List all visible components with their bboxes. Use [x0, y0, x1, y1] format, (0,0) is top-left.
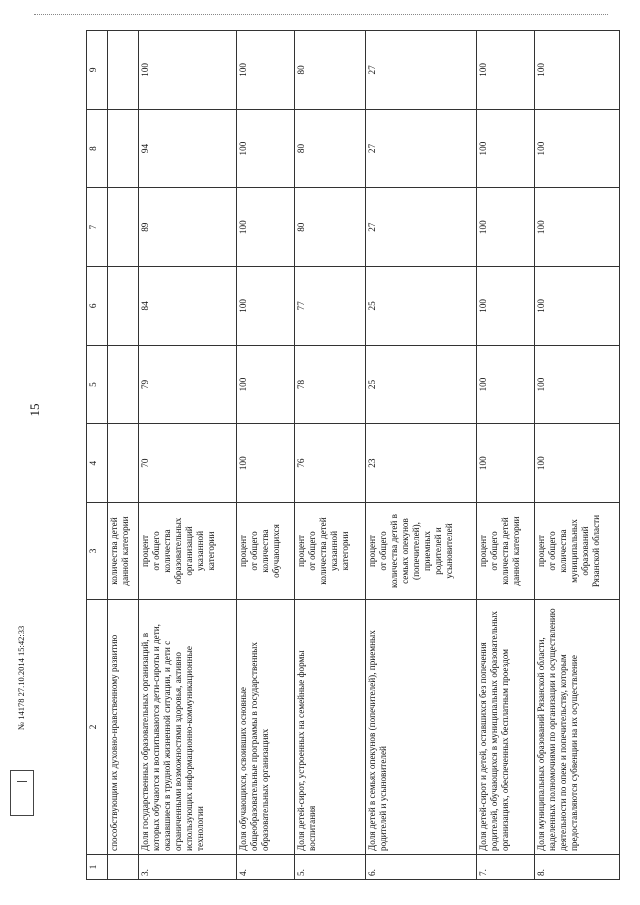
indicator-cell: Доля детей-сирот, устроенных на семейные формы воспитания	[294, 600, 365, 855]
table-header-cell: 3	[87, 503, 108, 600]
value-cell: 100	[236, 267, 294, 346]
unit-line: количества	[161, 529, 172, 573]
value-cell: 100	[236, 424, 294, 503]
row-number-cell: 6.	[365, 855, 477, 880]
value-cell: 100	[535, 31, 620, 110]
unit-line: от общего	[150, 531, 161, 571]
value-cell: 80	[294, 109, 365, 188]
unit-line: образовательных	[172, 517, 183, 585]
unit-line: от общего	[547, 531, 558, 571]
value-cell: 89	[138, 188, 236, 267]
unit-line: от общего	[306, 531, 317, 571]
table-header-row	[87, 31, 108, 880]
value-cell: 100	[535, 345, 620, 424]
unit-cell	[535, 503, 620, 600]
unit-line: Рязанской области	[591, 514, 602, 588]
registration-footer: № 14178 27.10.2014 15:42:33	[16, 625, 26, 730]
value-cell: 84	[138, 267, 236, 346]
value-cell: 70	[138, 424, 236, 503]
value-cell: 27	[365, 31, 477, 110]
row-number-cell: 5.	[294, 855, 365, 880]
unit-line: образований	[580, 526, 591, 576]
value-cell: 78	[294, 345, 365, 424]
stamp-label	[13, 783, 31, 813]
value-cell: 100	[535, 188, 620, 267]
unit-line: обучающихся	[270, 524, 281, 578]
value-cell: 100	[535, 424, 620, 503]
unit-line: процент	[536, 534, 547, 568]
value-cell: 27	[365, 188, 477, 267]
row-number-cell: 8.	[535, 855, 620, 880]
table-body	[107, 31, 619, 880]
unit-line: организаций	[183, 526, 194, 576]
unit-line: от общего	[489, 531, 500, 571]
value-cell: 100	[236, 31, 294, 110]
unit-line: процент	[139, 534, 150, 568]
row-number-cell: 7.	[477, 855, 535, 880]
value-cell	[107, 31, 138, 110]
value-cell: 100	[477, 188, 535, 267]
value-cell: 100	[477, 345, 535, 424]
value-cell: 100	[236, 188, 294, 267]
table-row	[294, 31, 365, 880]
unit-line: категории	[339, 531, 350, 571]
indicator-cell: Доля детей в семьях опекунов (попечителей), приемных родителей и усыновителей	[365, 600, 477, 855]
unit-cell	[365, 503, 477, 600]
table-header-cell: 7	[87, 188, 108, 267]
indicator-cell: Доля детей-сирот и детей, оставшихся без попечения родителей, обучающихся в муниципальных образовательных организациях, обеспеченных бесплатным проездом	[477, 600, 535, 855]
value-cell: 27	[365, 109, 477, 188]
unit-cell	[294, 503, 365, 600]
table-header-cell: 4	[87, 424, 108, 503]
value-cell: 100	[535, 267, 620, 346]
table-header-cell: 5	[87, 345, 108, 424]
row-number-cell: 4.	[236, 855, 294, 880]
unit-line: данной категории	[511, 516, 522, 586]
value-cell: 80	[294, 188, 365, 267]
table-row	[477, 31, 535, 880]
unit-line: процент	[237, 534, 248, 568]
value-cell: 94	[138, 109, 236, 188]
table-row	[138, 31, 236, 880]
registration-stamp	[10, 770, 34, 816]
unit-cell	[477, 503, 535, 600]
value-cell	[107, 424, 138, 503]
value-cell: 79	[138, 345, 236, 424]
value-cell: 25	[365, 345, 477, 424]
unit-line: категории	[205, 531, 216, 571]
table-header-cell: 9	[87, 31, 108, 110]
value-cell: 23	[365, 424, 477, 503]
value-cell: 100	[535, 109, 620, 188]
unit-line: количества детей	[108, 517, 119, 585]
value-cell: 76	[294, 424, 365, 503]
value-cell: 25	[365, 267, 477, 346]
table-row	[535, 31, 620, 880]
row-number-cell	[107, 855, 138, 880]
value-cell	[107, 345, 138, 424]
unit-line: количества детей	[500, 517, 511, 585]
value-cell: 100	[138, 31, 236, 110]
page-number: 15	[27, 403, 42, 417]
indicator-cell: Доля государственных образовательных организаций, в которых обучаются и воспитываются дети-сироты и дети, оказавшиеся в трудной жизненной ситуации, и дети с ограниченными возможностями здоровья, активно использующих информационно-коммуникационные технологии	[138, 600, 236, 855]
value-cell: 77	[294, 267, 365, 346]
unit-line: указанной	[328, 530, 339, 572]
value-cell	[107, 188, 138, 267]
row-number-cell: 3.	[138, 855, 236, 880]
table-row	[365, 31, 477, 880]
value-cell: 100	[477, 31, 535, 110]
value-cell: 100	[236, 109, 294, 188]
unit-line: от общего	[248, 531, 259, 571]
emblem-icon	[17, 773, 27, 782]
unit-line: семьях опекунов	[399, 518, 410, 584]
value-cell: 100	[477, 424, 535, 503]
unit-line: процент	[295, 534, 306, 568]
unit-line: приемных	[421, 531, 432, 572]
indicator-table	[86, 30, 620, 880]
unit-line: процент	[366, 534, 377, 568]
unit-line: (попечителей),	[410, 522, 421, 580]
unit-line: количества детей в	[388, 514, 399, 588]
table-header-cell: 2	[87, 600, 108, 855]
indicator-cell: Доля обучающихся, освоивших основные общеобразовательные программы в государственных образовательных организациях	[236, 600, 294, 855]
table-row	[107, 31, 138, 880]
unit-line: от общего	[377, 531, 388, 571]
table-header-cell: 1	[87, 855, 108, 880]
unit-line: данной категории	[119, 516, 130, 586]
top-rule	[34, 14, 608, 15]
value-cell: 100	[477, 267, 535, 346]
unit-line: количества детей	[317, 517, 328, 585]
value-cell	[107, 267, 138, 346]
unit-cell	[107, 503, 138, 600]
indicator-cell: Доля муниципальных образований Рязанской области, наделенных полномочиями по организации и осуществлению деятельности по опеке и попечительству, которым предоставляются субвенции на их осуществление	[535, 600, 620, 855]
unit-line: количества	[259, 529, 270, 573]
unit-cell	[236, 503, 294, 600]
table-header-cell: 6	[87, 267, 108, 346]
unit-line: процент	[478, 534, 489, 568]
indicator-cell: способствующим их духовно-нравственному развитию	[107, 600, 138, 855]
table-header-cell: 8	[87, 109, 108, 188]
unit-line: родителей и	[432, 527, 443, 575]
value-cell	[107, 109, 138, 188]
value-cell: 100	[236, 345, 294, 424]
value-cell: 80	[294, 31, 365, 110]
unit-line: муниципальных	[569, 519, 580, 583]
unit-line: указанной	[194, 530, 205, 572]
value-cell: 100	[477, 109, 535, 188]
unit-cell	[138, 503, 236, 600]
unit-line: усыновителей	[443, 523, 454, 579]
unit-line: количества	[558, 529, 569, 573]
table-row	[236, 31, 294, 880]
